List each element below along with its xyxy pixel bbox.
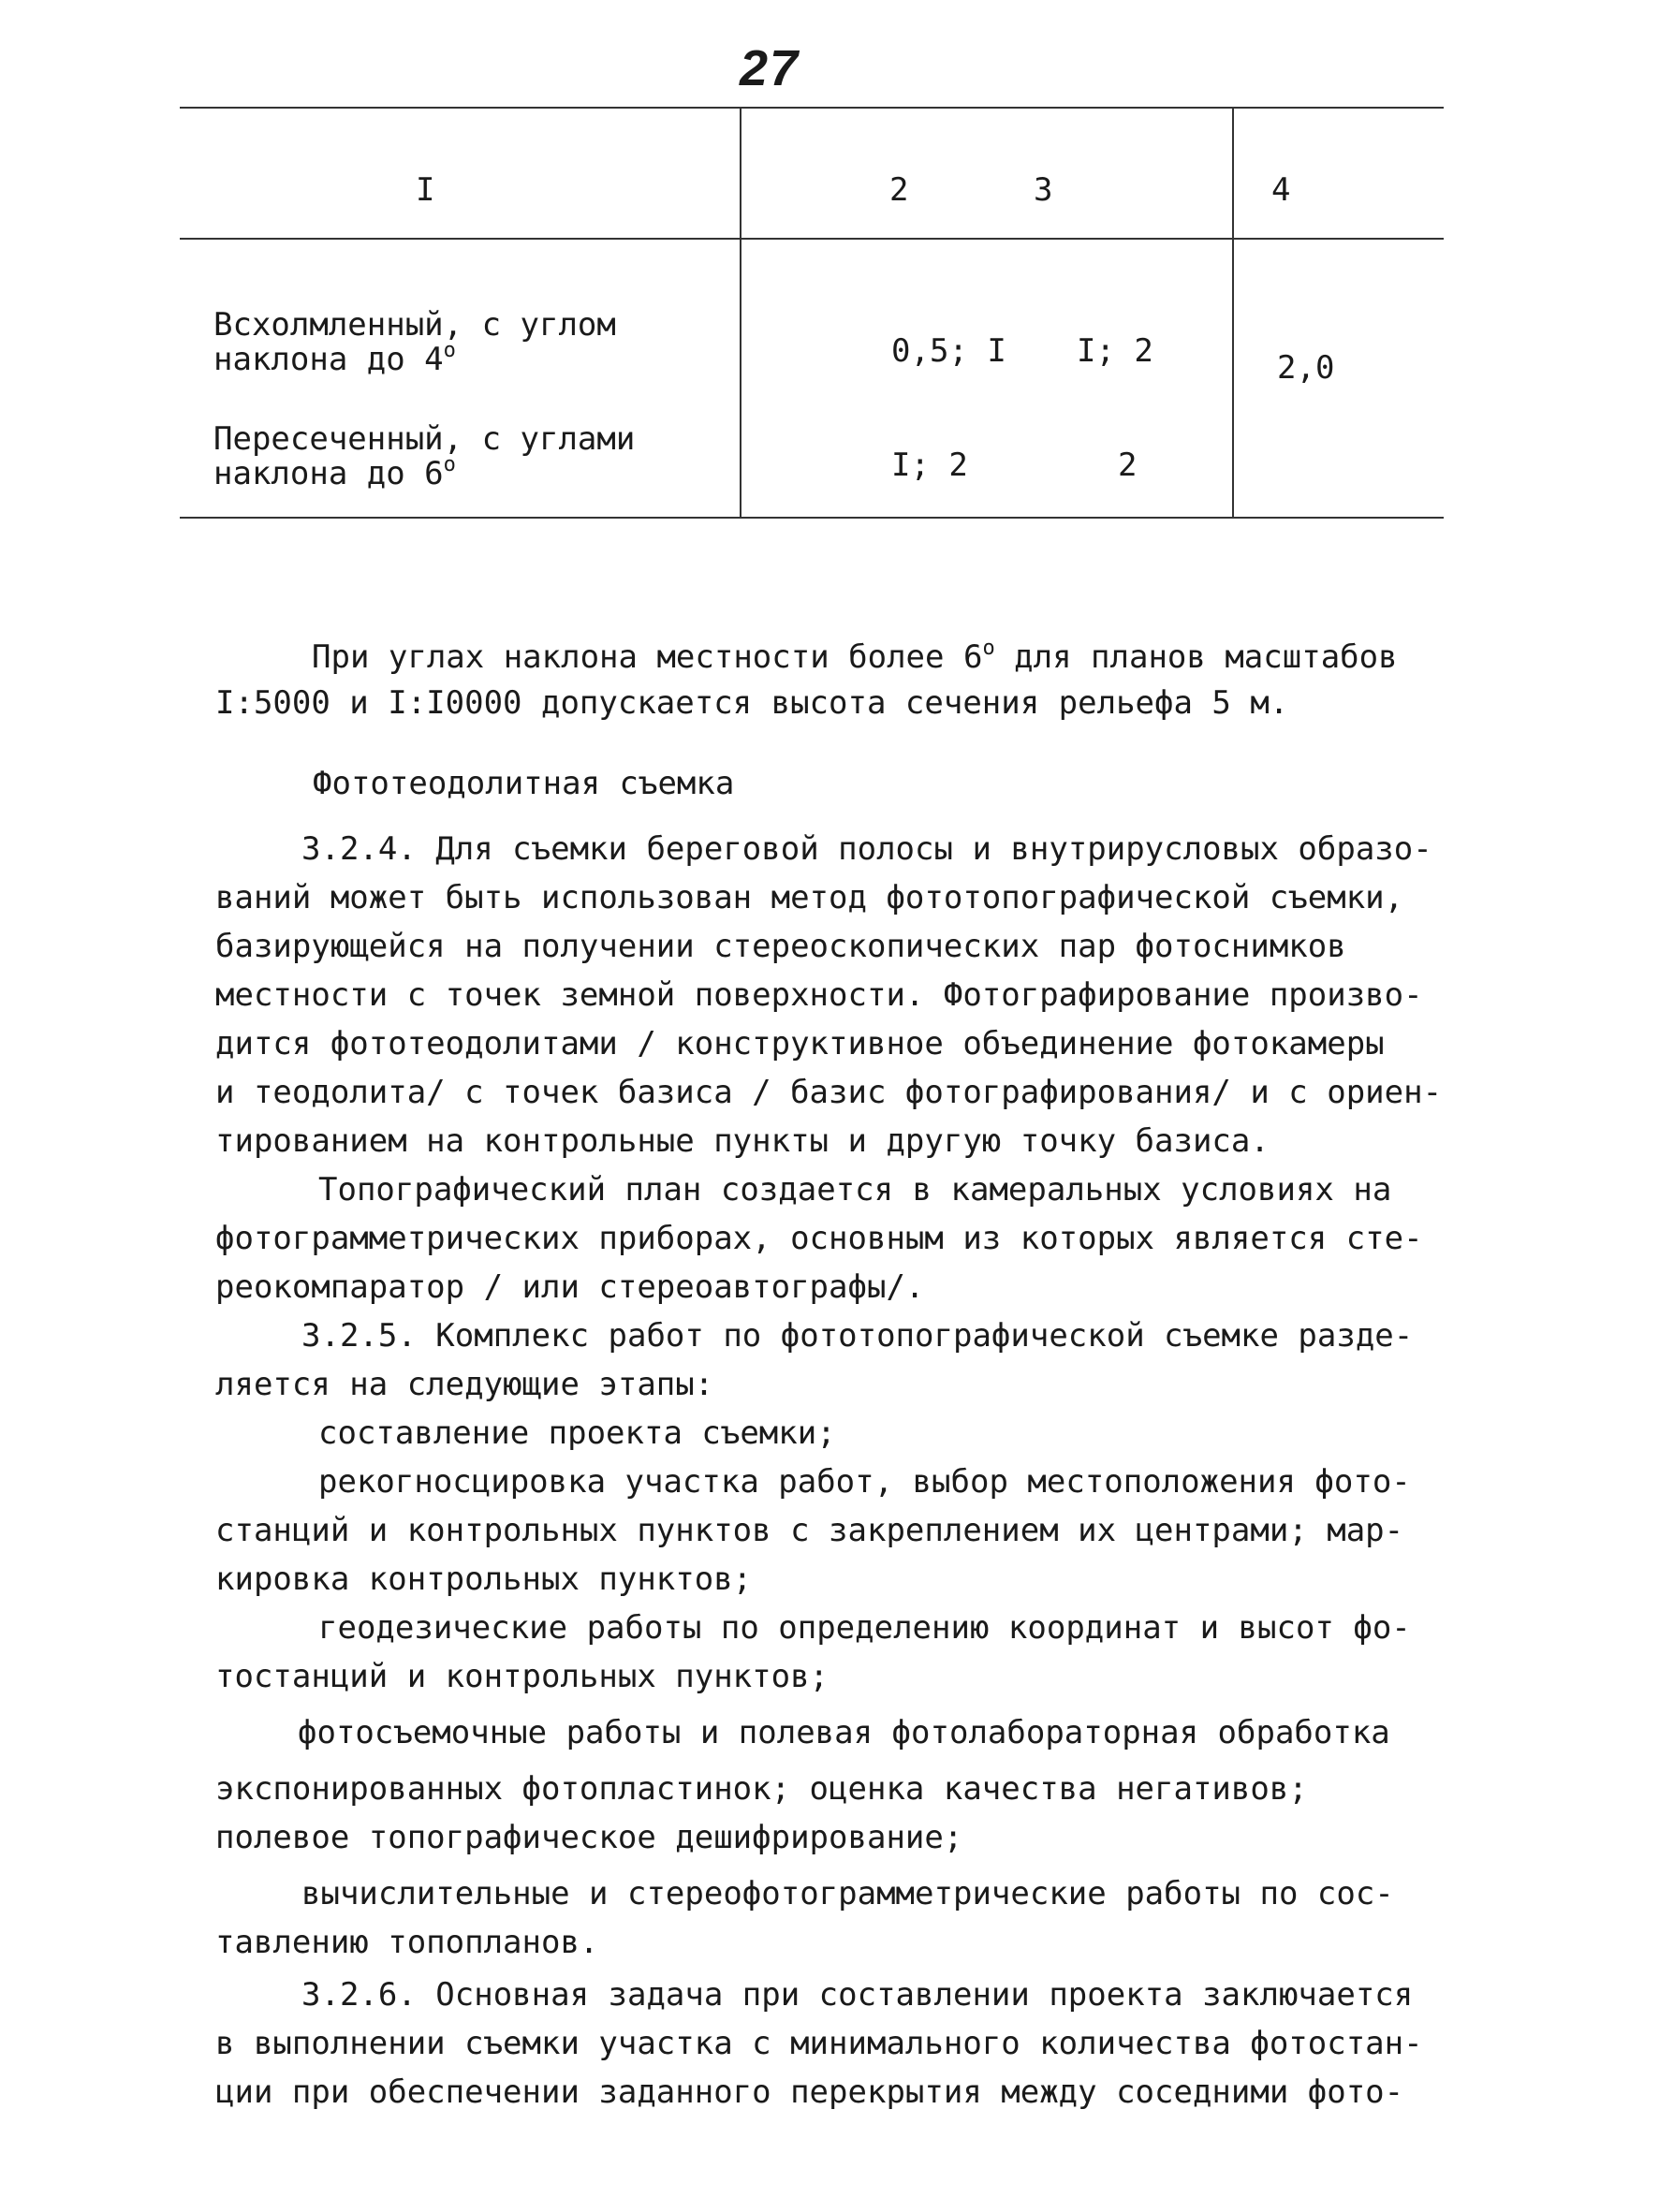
header-col2: 2 <box>889 171 909 209</box>
note-line: I:5000 и I:I0000 допускается высота сечения рельефа 5 м. <box>215 684 1289 722</box>
paragraph-line: базирующейся на получении стереоскопических пар фотоснимков <box>215 928 1346 965</box>
paragraph-line: 3.2.4. Для съемки береговой полосы и внутрирусловых образо- <box>301 830 1432 868</box>
list-item: рекогносцировка участка работ, выбор местоположения фото- <box>318 1463 1411 1501</box>
paragraph-line: реокомпаратор / или стереоавтографы/. <box>215 1268 925 1306</box>
table-column-divider <box>1232 107 1234 519</box>
list-item: полевое топографическое дешифрирование; <box>215 1819 963 1856</box>
header-col4: 4 <box>1271 171 1291 209</box>
table-bottom-border <box>180 517 1444 519</box>
row1-terrain-line2: наклона до 4$^o$ <box>213 339 456 378</box>
paragraph-line: и теодолита/ с точек базиса / базис фотографирования/ и с ориен- <box>215 1074 1443 1111</box>
row2-terrain-line2: наклона до 6$^o$ <box>213 453 456 492</box>
row1-terrain-line1: Всхолмленный, с углом <box>213 306 616 344</box>
list-item: геодезические работы по определению координат и высот фо- <box>318 1609 1411 1647</box>
list-item: вычислительные и стереофотограмметрические работы по сос- <box>301 1875 1394 1912</box>
paragraph-line: дится фототеодолитами / конструктивное объединение фотокамеры <box>215 1025 1385 1062</box>
list-item: тавлению топопланов. <box>215 1924 599 1961</box>
table-column-divider <box>740 107 741 519</box>
note-line: При углах наклона местности более 6$^o$ для планов масштабов <box>312 637 1398 676</box>
list-item: экспонированных фотопластинок; оценка качества негативов; <box>215 1770 1308 1808</box>
list-item: станций и контрольных пунктов с закреплением их центрами; мар- <box>215 1512 1404 1549</box>
list-item: составление проекта съемки; <box>318 1414 836 1452</box>
paragraph-line: 3.2.5. Комплекс работ по фототопографической съемке разде- <box>301 1317 1414 1355</box>
table-top-border <box>180 107 1444 109</box>
row2-col2: I; 2 <box>891 447 968 484</box>
table-header-border <box>180 238 1444 240</box>
section-heading: Фототеодолитная съемка <box>313 765 735 802</box>
paragraph-line: ции при обеспечении заданного перекрытия между соседними фото- <box>215 2073 1404 2111</box>
paragraph-line: ляется на следующие этапы: <box>215 1366 714 1403</box>
row2-terrain-line1: Пересеченный, с углами <box>213 420 636 458</box>
list-item: фотосъемочные работы и полевая фотолабораторная обработка <box>298 1714 1390 1751</box>
paragraph-line: фотограмметрических приборах, основным из которых является сте- <box>215 1220 1423 1257</box>
page-number: 27 <box>740 40 800 96</box>
header-col3: 3 <box>1034 171 1053 209</box>
row1-col2: 0,5; I <box>891 332 1006 370</box>
paragraph-line: ваний может быть использован метод фототопографической съемки, <box>215 879 1404 916</box>
paragraph-line: тированием на контрольные пункты и другую точку базиса. <box>215 1122 1270 1160</box>
col4-value: 2,0 <box>1277 349 1335 387</box>
paragraph-line: 3.2.6. Основная задача при составлении проекта заключается <box>301 1976 1414 2014</box>
list-item: тостанций и контрольных пунктов; <box>215 1658 830 1695</box>
header-col1: I <box>416 171 435 209</box>
paragraph-line: местности с точек земной поверхности. Фотографирование произво- <box>215 976 1423 1014</box>
terrain-table <box>180 107 1444 519</box>
paragraph-line: Топографический план создается в камеральных условиях на <box>318 1171 1392 1209</box>
paragraph-line: в выполнении съемки участка с минимального количества фотостан- <box>215 2025 1423 2062</box>
row1-col3: I; 2 <box>1077 332 1153 370</box>
list-item: кировка контрольных пунктов; <box>215 1560 753 1598</box>
row2-col3: 2 <box>1118 447 1138 484</box>
